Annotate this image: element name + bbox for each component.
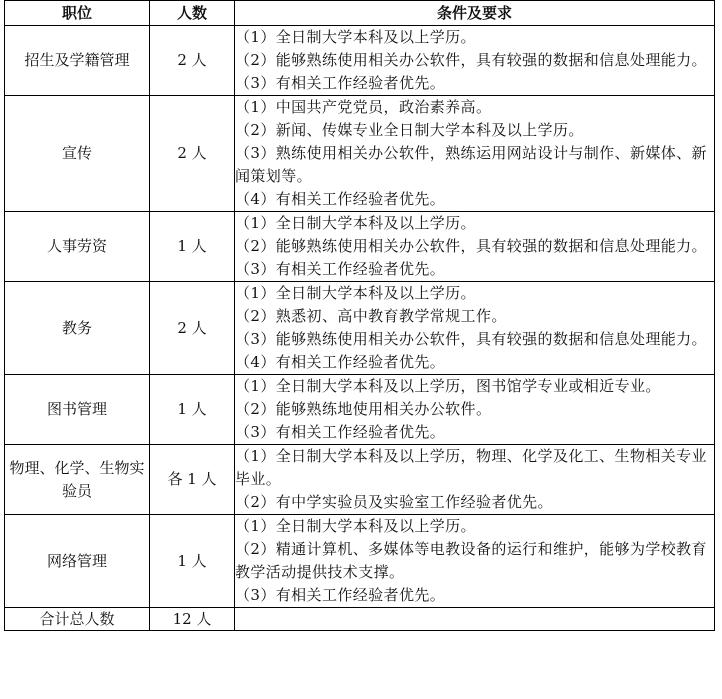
requirement-line: （2）能够熟练地使用相关办公软件。	[235, 400, 492, 418]
requirements-cell	[235, 212, 715, 282]
requirement-line: （3）有相关工作经验者优先。	[235, 423, 446, 441]
requirement-line: （2）能够熟练使用相关办公软件，具有较强的数据和信息处理能力。	[235, 237, 707, 255]
requirements-cell	[235, 515, 715, 608]
table-row	[5, 375, 715, 445]
header-count: 人数	[150, 1, 235, 26]
requirement-line: （1）全日制大学本科及以上学历。	[235, 214, 476, 232]
position-cell: 图书管理	[5, 375, 150, 445]
requirements-cell	[235, 96, 715, 212]
requirement-line: （3）有相关工作经验者优先。	[235, 586, 446, 604]
position-cell: 人事劳资	[5, 212, 150, 282]
total-label: 合计总人数	[5, 608, 150, 631]
position-cell: 宣传	[5, 96, 150, 212]
table-row	[5, 212, 715, 282]
requirements-cell	[235, 375, 715, 445]
requirement-line: （3）能够熟练使用相关办公软件，具有较强的数据和信息处理能力。	[235, 330, 707, 348]
requirements-cell	[235, 26, 715, 96]
count-cell: 2 人	[150, 282, 235, 375]
requirement-line: （3）熟练使用相关办公软件，熟练运用网站设计与制作、新媒体、新闻策划等。	[235, 144, 707, 185]
table-row	[5, 282, 715, 375]
requirement-line: （3）有相关工作经验者优先。	[235, 260, 446, 278]
requirement-line: （2）精通计算机、多媒体等电教设备的运行和维护，能够为学校教育教学活动提供技术支撑。	[235, 540, 707, 581]
count-cell: 1 人	[150, 375, 235, 445]
requirement-line: （1）全日制大学本科及以上学历，物理、化学及化工、生物相关专业毕业。	[235, 447, 707, 488]
recruitment-table	[4, 0, 715, 631]
count-cell: 1 人	[150, 212, 235, 282]
count-cell: 2 人	[150, 26, 235, 96]
requirement-line: （1）全日制大学本科及以上学历。	[235, 284, 476, 302]
requirement-line: （2）有中学实验员及实验室工作经验者优先。	[235, 493, 553, 511]
requirement-line: （2）新闻、传媒专业全日制大学本科及以上学历。	[235, 121, 584, 139]
total-row	[5, 608, 715, 631]
requirement-line: （1）全日制大学本科及以上学历，图书馆学专业或相近专业。	[235, 377, 661, 395]
table-row	[5, 26, 715, 96]
count-cell: 2 人	[150, 96, 235, 212]
total-requirements	[235, 608, 715, 631]
table-row	[5, 515, 715, 608]
header-position: 职位	[5, 1, 150, 26]
requirement-line: （4）有相关工作经验者优先。	[235, 190, 446, 208]
requirement-line: （1）全日制大学本科及以上学历。	[235, 28, 476, 46]
requirement-line: （1）全日制大学本科及以上学历。	[235, 517, 476, 535]
requirement-line: （1）中国共产党党员，政治素养高。	[235, 98, 492, 116]
header-requirements: 条件及要求	[235, 1, 715, 26]
requirements-cell	[235, 282, 715, 375]
requirement-line: （3）有相关工作经验者优先。	[235, 74, 446, 92]
position-cell: 教务	[5, 282, 150, 375]
requirement-line: （4）有相关工作经验者优先。	[235, 353, 446, 371]
header-row	[5, 1, 715, 26]
requirements-cell	[235, 445, 715, 515]
table-row	[5, 445, 715, 515]
table-row	[5, 96, 715, 212]
requirement-line: （2）熟悉初、高中教育教学常规工作。	[235, 307, 507, 325]
total-count: 12 人	[150, 608, 235, 631]
count-cell: 各 1 人	[150, 445, 235, 515]
position-cell: 招生及学籍管理	[5, 26, 150, 96]
count-cell: 1 人	[150, 515, 235, 608]
position-cell: 物理、化学、生物实验员	[5, 445, 150, 515]
position-cell: 网络管理	[5, 515, 150, 608]
requirement-line: （2）能够熟练使用相关办公软件，具有较强的数据和信息处理能力。	[235, 51, 707, 69]
